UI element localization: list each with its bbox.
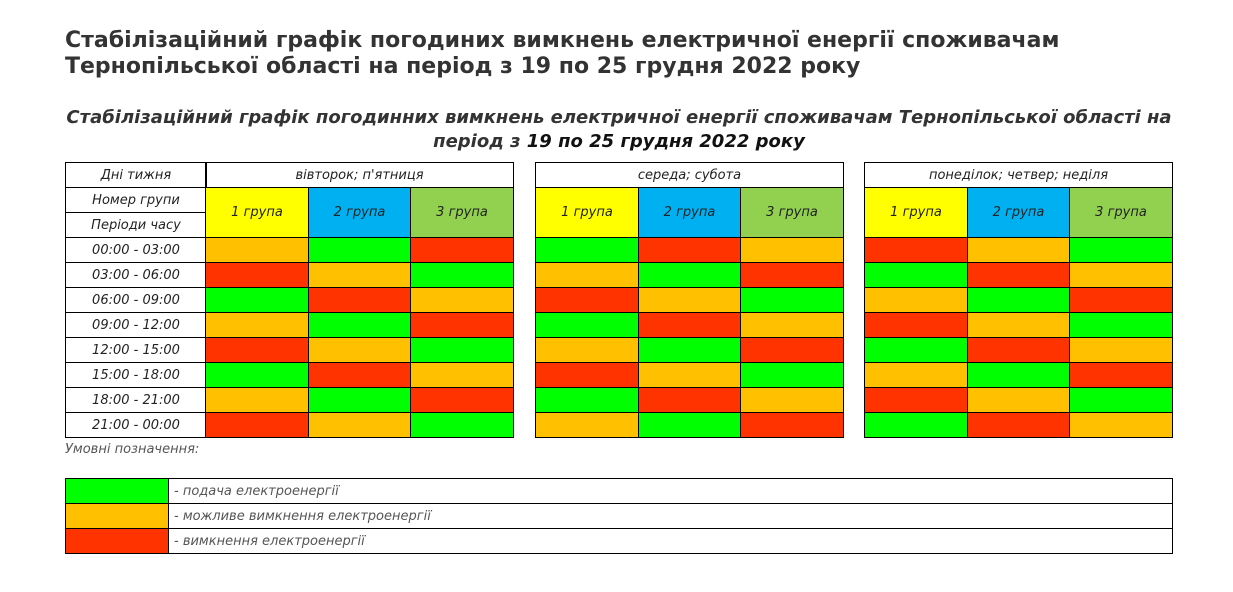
days-header: понеділок; четвер; неділя bbox=[864, 162, 1173, 188]
status-cell-green bbox=[740, 362, 844, 388]
status-cell-orange bbox=[308, 412, 411, 438]
group-header-1: 1 група bbox=[864, 187, 968, 238]
time-period-label: 09:00 - 12:00 bbox=[65, 312, 207, 338]
status-cell-red bbox=[967, 262, 1070, 288]
row-header-group: Номер групи bbox=[65, 187, 207, 213]
legend-swatch-orange bbox=[66, 504, 169, 528]
status-cell-red bbox=[410, 312, 514, 338]
status-cell-green bbox=[638, 412, 741, 438]
group-header-1: 1 група bbox=[205, 187, 309, 238]
days-header: вівторок; п'ятниця bbox=[205, 162, 514, 188]
status-cell-green bbox=[308, 312, 411, 338]
status-cell-green bbox=[638, 337, 741, 363]
legend-swatch-green bbox=[66, 479, 169, 503]
status-cell-green bbox=[967, 362, 1070, 388]
schedule-subtitle bbox=[65, 106, 1173, 154]
status-cell-green bbox=[308, 237, 411, 263]
status-cell-orange bbox=[308, 337, 411, 363]
legend-label: - вимкнення електроенергії bbox=[174, 533, 365, 549]
status-cell-orange bbox=[740, 387, 844, 413]
row-header-days: Дні тижня bbox=[65, 162, 207, 188]
legend-item bbox=[65, 503, 1173, 529]
status-cell-red bbox=[535, 362, 639, 388]
status-cell-red bbox=[205, 337, 309, 363]
group-header-3: 3 група bbox=[740, 187, 844, 238]
days-header: середа; субота bbox=[535, 162, 844, 188]
status-cell-orange bbox=[535, 262, 639, 288]
status-cell-red bbox=[638, 237, 741, 263]
status-cell-red bbox=[205, 262, 309, 288]
legend-label: - подача електроенергії bbox=[174, 483, 339, 499]
status-cell-orange bbox=[205, 312, 309, 338]
status-cell-orange bbox=[864, 287, 968, 313]
status-cell-green bbox=[1069, 237, 1173, 263]
page-title: Стабілізаційний графік погодиних вимкнень електричної енергії споживачам Тернопільської області на період з 19 по 25 грудня 2022 року bbox=[65, 28, 1060, 79]
status-cell-orange bbox=[638, 287, 741, 313]
status-cell-red bbox=[864, 387, 968, 413]
status-cell-orange bbox=[308, 262, 411, 288]
status-cell-orange bbox=[410, 287, 514, 313]
status-cell-orange bbox=[967, 387, 1070, 413]
status-cell-green bbox=[535, 237, 639, 263]
group-header-1: 1 група bbox=[535, 187, 639, 238]
status-cell-orange bbox=[410, 362, 514, 388]
time-period-label: 12:00 - 15:00 bbox=[65, 337, 207, 363]
status-cell-red bbox=[967, 337, 1070, 363]
status-cell-green bbox=[535, 387, 639, 413]
status-cell-red bbox=[638, 387, 741, 413]
status-cell-red bbox=[638, 312, 741, 338]
time-period-label: 15:00 - 18:00 bbox=[65, 362, 207, 388]
time-period-label: 06:00 - 09:00 bbox=[65, 287, 207, 313]
status-cell-green bbox=[740, 287, 844, 313]
status-cell-red bbox=[967, 412, 1070, 438]
status-cell-red bbox=[864, 312, 968, 338]
legend-item bbox=[65, 528, 1173, 554]
group-header-2: 2 група bbox=[967, 187, 1070, 238]
status-cell-orange bbox=[205, 237, 309, 263]
time-period-label: 21:00 - 00:00 bbox=[65, 412, 207, 438]
subtitle-prefix: Стабілізаційний графік погодинних вимкнень електричної енергії споживачам Тернопільської області на період з bbox=[66, 107, 1172, 152]
status-cell-green bbox=[1069, 387, 1173, 413]
status-cell-green bbox=[1069, 312, 1173, 338]
status-cell-green bbox=[410, 262, 514, 288]
status-cell-orange bbox=[740, 237, 844, 263]
status-cell-red bbox=[410, 237, 514, 263]
legend-item bbox=[65, 478, 1173, 504]
status-cell-green bbox=[410, 337, 514, 363]
status-cell-red bbox=[410, 387, 514, 413]
status-cell-green bbox=[864, 337, 968, 363]
status-cell-green bbox=[864, 412, 968, 438]
status-cell-orange bbox=[1069, 412, 1173, 438]
status-cell-green bbox=[410, 412, 514, 438]
status-cell-green bbox=[308, 387, 411, 413]
status-cell-red bbox=[1069, 362, 1173, 388]
status-cell-green bbox=[205, 362, 309, 388]
group-header-2: 2 група bbox=[308, 187, 411, 238]
status-cell-orange bbox=[864, 362, 968, 388]
status-cell-orange bbox=[1069, 262, 1173, 288]
status-cell-red bbox=[1069, 287, 1173, 313]
status-cell-green bbox=[864, 262, 968, 288]
status-cell-orange bbox=[205, 387, 309, 413]
status-cell-red bbox=[308, 287, 411, 313]
status-cell-red bbox=[740, 412, 844, 438]
status-cell-orange bbox=[535, 412, 639, 438]
row-header-periods: Періоди часу bbox=[65, 212, 207, 238]
status-cell-orange bbox=[1069, 337, 1173, 363]
status-cell-red bbox=[535, 287, 639, 313]
status-cell-orange bbox=[967, 237, 1070, 263]
legend-title: Умовні позначення: bbox=[65, 442, 200, 457]
status-cell-red bbox=[864, 237, 968, 263]
status-cell-green bbox=[205, 287, 309, 313]
status-cell-orange bbox=[535, 337, 639, 363]
status-cell-red bbox=[205, 412, 309, 438]
legend-label: - можливе вимкнення електроенергії bbox=[174, 508, 431, 524]
time-period-label: 03:00 - 06:00 bbox=[65, 262, 207, 288]
subtitle-date-range: 19 по 25 грудня 2022 року bbox=[526, 131, 805, 152]
group-header-3: 3 група bbox=[1069, 187, 1173, 238]
status-cell-orange bbox=[638, 362, 741, 388]
group-header-2: 2 група bbox=[638, 187, 741, 238]
status-cell-red bbox=[740, 262, 844, 288]
status-cell-red bbox=[740, 337, 844, 363]
legend-swatch-red bbox=[66, 529, 169, 553]
status-cell-green bbox=[638, 262, 741, 288]
time-period-label: 00:00 - 03:00 bbox=[65, 237, 207, 263]
status-cell-orange bbox=[740, 312, 844, 338]
group-header-3: 3 група bbox=[410, 187, 514, 238]
status-cell-orange bbox=[967, 312, 1070, 338]
status-cell-green bbox=[967, 287, 1070, 313]
time-period-label: 18:00 - 21:00 bbox=[65, 387, 207, 413]
status-cell-green bbox=[535, 312, 639, 338]
status-cell-red bbox=[308, 362, 411, 388]
